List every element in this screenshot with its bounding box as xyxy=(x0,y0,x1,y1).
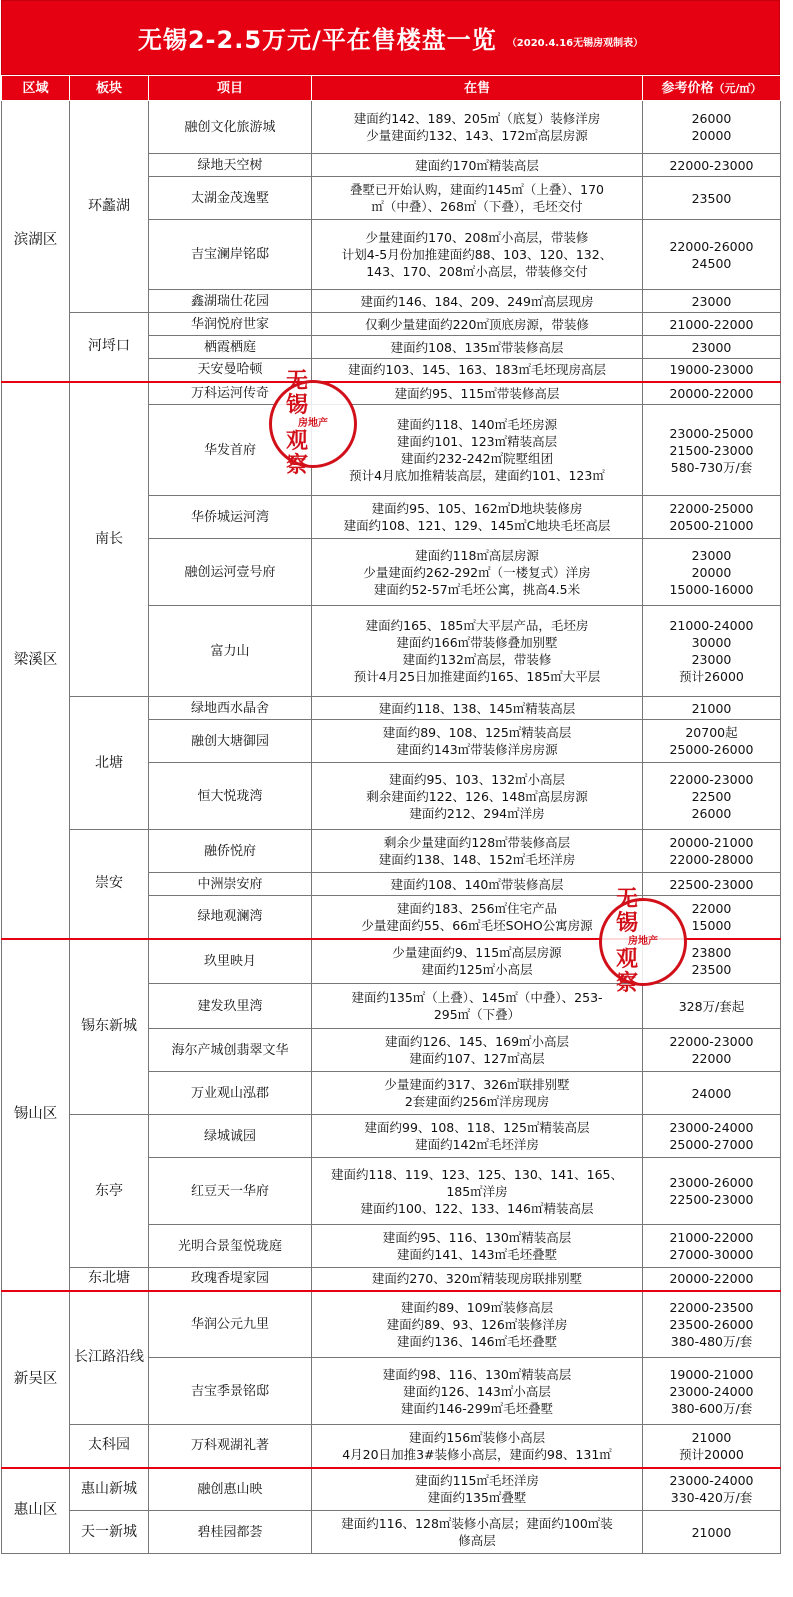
price-line: 21500-23000 xyxy=(669,442,754,458)
price-line: 22000-28000 xyxy=(669,852,754,867)
price-line: 23000 xyxy=(691,293,732,309)
price-line: 23000 xyxy=(691,652,732,667)
region-cell: 梁溪区 xyxy=(2,382,70,939)
sale-line: 少量建面约55、66㎡毛坯SOHO公寓房源 xyxy=(361,917,593,933)
project-cell: 太湖金茂逸墅 xyxy=(149,177,312,220)
price-line: 23000-25000 xyxy=(669,425,754,441)
price-line: 25000-26000 xyxy=(669,742,754,757)
price-cell xyxy=(643,1291,781,1358)
table-row xyxy=(2,1511,781,1554)
block-cell: 天一新城 xyxy=(70,1511,149,1554)
sale-cell xyxy=(312,1511,643,1554)
price-line: 22000 xyxy=(691,1051,732,1066)
sale-line: 预计4月底加推精装高层，建面约101、123㎡ xyxy=(349,468,605,483)
price-cell xyxy=(643,405,781,496)
price-line: 30000 xyxy=(691,635,732,650)
price-line: 20000-21000 xyxy=(669,835,754,850)
sale-line: 修高层 xyxy=(458,1533,496,1548)
price-line: 15000 xyxy=(691,917,732,933)
project-cell: 吉宝澜岸铭邸 xyxy=(149,220,312,290)
sale-cell xyxy=(312,539,643,606)
block-cell: 河埒口 xyxy=(70,313,149,382)
project-cell: 栖霞栖庭 xyxy=(149,336,312,359)
sale-cell xyxy=(312,1425,643,1468)
sale-line: 建面约165、185㎡大平层产品，毛坯房 xyxy=(365,618,589,633)
project-cell: 鑫湖瑞仕花园 xyxy=(149,290,312,313)
sale-line: 建面约143㎡带装修洋房房源 xyxy=(396,742,558,757)
price-cell xyxy=(643,1358,781,1425)
block-cell: 东亭 xyxy=(70,1115,149,1268)
sale-line: 建面约126、143㎡小高层 xyxy=(403,1383,551,1399)
price-cell xyxy=(643,539,781,606)
price-cell xyxy=(643,1425,781,1468)
header-block: 板块 xyxy=(70,76,149,101)
sale-line: 建面约52-57㎡毛坯公寓，挑高4.5米 xyxy=(373,581,581,597)
table-row xyxy=(2,830,781,873)
project-cell: 中洲崇安府 xyxy=(149,873,312,896)
sale-line: 295㎡（下叠） xyxy=(433,1007,521,1022)
sale-line: 建面约132㎡高层，带装修 xyxy=(402,652,552,667)
project-cell: 绿地西水晶舍 xyxy=(149,697,312,720)
price-line: 21000-22000 xyxy=(669,1230,754,1245)
price-cell xyxy=(643,1115,781,1158)
sale-line: 185㎡洋房 xyxy=(446,1183,508,1199)
price-line: 23800 xyxy=(691,945,732,961)
project-cell: 绿地天空树 xyxy=(149,154,312,177)
price-line: 22000-23000 xyxy=(669,157,754,173)
price-line: 22500-23000 xyxy=(669,876,754,892)
project-cell: 万科观湖礼著 xyxy=(149,1425,312,1468)
price-cell xyxy=(643,382,781,405)
price-cell xyxy=(643,1158,781,1225)
price-line: 24000 xyxy=(691,1085,732,1101)
table-row xyxy=(2,1291,781,1358)
project-cell: 绿地观澜湾 xyxy=(149,896,312,939)
price-cell xyxy=(643,359,781,382)
price-cell xyxy=(643,177,781,220)
block-cell: 环蠡湖 xyxy=(70,101,149,313)
block-cell: 太科园 xyxy=(70,1425,149,1468)
sale-line: 建面约126、145、169㎡小高层 xyxy=(384,1034,570,1049)
price-cell xyxy=(643,1029,781,1072)
price-cell xyxy=(643,830,781,873)
table-row xyxy=(2,697,781,720)
sale-cell xyxy=(312,313,643,336)
sale-cell xyxy=(312,830,643,873)
table-row xyxy=(2,313,781,336)
sale-cell xyxy=(312,101,643,154)
sale-line: 少量建面约132、143、172㎡高层房源 xyxy=(366,128,588,143)
sale-cell xyxy=(312,1158,643,1225)
sale-cell xyxy=(312,359,643,382)
price-line: 24500 xyxy=(691,255,732,271)
block-cell: 崇安 xyxy=(70,830,149,939)
block-cell: 锡东新城 xyxy=(70,939,149,1115)
price-line: 21000-24000 xyxy=(669,618,754,633)
region-cell: 新吴区 xyxy=(2,1291,70,1468)
price-line: 22000-25000 xyxy=(669,501,754,516)
sale-cell xyxy=(312,697,643,720)
price-line: 25000-27000 xyxy=(669,1137,754,1152)
sale-cell xyxy=(312,1358,643,1425)
header-project: 项目 xyxy=(149,76,312,101)
header-region: 区域 xyxy=(2,76,70,101)
price-line: 23500 xyxy=(691,962,732,978)
price-cell xyxy=(643,606,781,697)
price-line: 20700起 xyxy=(685,725,738,740)
header-price-label: 参考价格 xyxy=(661,80,714,96)
sale-line: 建面约100、122、133、146㎡精装高层 xyxy=(360,1200,594,1216)
project-cell: 玫瑰香堤家园 xyxy=(149,1268,312,1291)
sale-line: ㎡（中叠）、268㎡（下叠），毛坯交付 xyxy=(371,199,583,214)
price-line: 22500-23000 xyxy=(669,1192,754,1207)
watermark-stamp: 无锡 房地产 观察 xyxy=(599,898,687,986)
watermark-stamp: 无锡 房地产 观察 xyxy=(269,380,357,468)
price-line: 26000 xyxy=(691,805,732,821)
price-cell xyxy=(643,1225,781,1268)
price-line: 21000 xyxy=(691,700,732,716)
price-cell xyxy=(643,336,781,359)
sale-line: 建面约89、109㎡装修高层 xyxy=(400,1299,554,1315)
price-cell xyxy=(643,313,781,336)
table-body xyxy=(2,101,781,1554)
table-row xyxy=(2,1425,781,1468)
price-cell xyxy=(643,697,781,720)
project-cell: 玖里映月 xyxy=(149,939,312,984)
listing-table xyxy=(1,75,781,1554)
block-cell: 南长 xyxy=(70,382,149,697)
price-line: 22500 xyxy=(691,788,732,804)
sale-cell xyxy=(312,382,643,405)
price-cell xyxy=(643,1268,781,1291)
sale-line: 建面约118、140㎡毛坯房源 xyxy=(396,417,558,432)
sale-line: 建面约107、127㎡高层 xyxy=(409,1051,545,1066)
sale-cell xyxy=(312,896,643,939)
project-cell: 天安曼哈顿 xyxy=(149,359,312,382)
sale-cell xyxy=(312,873,643,896)
project-cell: 建发玖里湾 xyxy=(149,984,312,1029)
price-cell xyxy=(643,1072,781,1115)
sale-line: 预计4月25日加推建面约165、185㎡大平层 xyxy=(353,669,601,684)
table-row xyxy=(2,1268,781,1291)
price-line: 23500 xyxy=(691,190,732,206)
price-line: 22000 xyxy=(691,900,732,916)
sale-line: 建面约135㎡（上叠）、145㎡（中叠）、253- xyxy=(351,990,603,1005)
project-cell: 华发首府 xyxy=(149,405,312,496)
project-cell: 碧桂园都荟 xyxy=(149,1511,312,1554)
sale-cell xyxy=(312,606,643,697)
price-line: 23500-26000 xyxy=(669,1316,754,1332)
project-cell: 融创大塘御园 xyxy=(149,720,312,763)
title-bar xyxy=(1,0,780,75)
block-cell: 北塘 xyxy=(70,697,149,830)
sale-cell xyxy=(312,1468,643,1511)
sale-line: 剩余建面约122、126、148㎡高层房源 xyxy=(366,788,588,804)
sale-line: 143、170、208㎡小高层，带装修交付 xyxy=(366,264,588,279)
page-subtitle: （2020.4.16无锡房观制表） xyxy=(506,38,644,49)
price-line: 23000-24000 xyxy=(669,1473,754,1489)
page-title: 无锡2-2.5万元/平在售楼盘一览 xyxy=(137,26,497,54)
region-cell: 滨湖区 xyxy=(2,101,70,382)
block-cell: 长江路沿线 xyxy=(70,1291,149,1425)
sale-cell xyxy=(312,1225,643,1268)
sale-line: 建面约156㎡装修小高层 xyxy=(408,1429,546,1445)
sale-line: 建面约116、128㎡装修小高层；建面约100㎡装 xyxy=(341,1516,613,1531)
sale-line: 建面约232-242㎡院墅组团 xyxy=(400,451,554,466)
sale-line: 建面约142、189、205㎡（底复）装修洋房 xyxy=(353,111,601,126)
sale-line: 建面约138、148、152㎡毛坯洋房 xyxy=(378,852,576,867)
page xyxy=(1,0,780,1597)
price-line: 22000-23000 xyxy=(669,771,754,787)
sale-cell xyxy=(312,1115,643,1158)
sale-line: 建面约118㎡高层房源 xyxy=(415,547,539,563)
sale-line: 建面约108、135㎡带装修高层 xyxy=(390,339,564,355)
sale-line: 建面约89、93、126㎡装修洋房 xyxy=(386,1316,568,1332)
price-line: 预计20000 xyxy=(679,1446,744,1462)
sale-line: 建面约270、320㎡精装现房联排别墅 xyxy=(371,1271,583,1287)
sale-line: 建面约125㎡小高层 xyxy=(421,962,533,978)
sale-line: 建面约183、256㎡住宅产品 xyxy=(396,900,558,916)
table-row xyxy=(2,382,781,405)
sale-cell xyxy=(312,1029,643,1072)
sale-line: 建面约166㎡带装修叠加别墅 xyxy=(396,635,558,650)
sale-cell xyxy=(312,290,643,313)
price-line: 23000 xyxy=(691,339,732,355)
sale-line: 建面约146、184、209、249㎡高层现房 xyxy=(360,293,594,309)
price-line: 22000-26000 xyxy=(669,238,754,254)
price-cell xyxy=(643,1468,781,1511)
sale-cell xyxy=(312,220,643,290)
price-line: 580-730万/套 xyxy=(670,459,753,475)
project-cell: 万科运河传奇 xyxy=(149,382,312,405)
sale-cell xyxy=(312,405,643,496)
sale-line: 建面约170㎡精装高层 xyxy=(415,157,539,173)
project-cell: 华润公元九里 xyxy=(149,1291,312,1358)
sale-line: 建面约103、145、163、183㎡毛坯现房高层 xyxy=(348,362,606,378)
project-cell: 融创文化旅游城 xyxy=(149,101,312,154)
region-cell: 锡山区 xyxy=(2,939,70,1291)
sale-line: 计划4-5月份加推建面约88、103、120、132、 xyxy=(341,247,613,262)
sale-cell xyxy=(312,763,643,830)
price-line: 23000-26000 xyxy=(669,1175,754,1190)
price-line: 20000-22000 xyxy=(669,385,754,401)
project-cell: 融创惠山映 xyxy=(149,1468,312,1511)
price-line: 21000 xyxy=(691,1524,732,1540)
sale-line: 叠墅已开始认购，建面约145㎡（上叠）、170 xyxy=(350,182,604,197)
price-line: 380-480万/套 xyxy=(670,1333,753,1349)
table-header-row xyxy=(2,76,781,101)
sale-line: 建面约115㎡毛坯洋房 xyxy=(415,1473,539,1489)
block-cell: 东北塘 xyxy=(70,1268,149,1291)
sale-line: 剩余少量建面约128㎡带装修高层 xyxy=(383,835,571,850)
sale-cell xyxy=(312,1268,643,1291)
price-cell xyxy=(643,220,781,290)
project-cell: 华润悦府世家 xyxy=(149,313,312,336)
price-cell xyxy=(643,290,781,313)
price-line: 20000 xyxy=(691,564,732,580)
sale-cell xyxy=(312,496,643,539)
header-price xyxy=(643,76,781,101)
price-line: 27000-30000 xyxy=(669,1247,754,1262)
price-line: 22000-23500 xyxy=(669,1299,754,1315)
sale-line: 少量建面约262-292㎡（一楼复式）洋房 xyxy=(363,564,591,580)
price-cell xyxy=(643,496,781,539)
price-line: 328万/套起 xyxy=(678,998,745,1014)
project-cell: 光明合景玺悦珑庭 xyxy=(149,1225,312,1268)
sale-line: 建面约95、116、130㎡精装高层 xyxy=(382,1230,572,1245)
sale-line: 建面约108、121、129、145㎡C地块毛坯高层 xyxy=(343,518,611,533)
sale-line: 仅剩少量建面约220㎡顶底房源，带装修 xyxy=(365,316,589,332)
sale-line: 建面约118、138、145㎡精装高层 xyxy=(378,700,576,716)
price-line: 23000-24000 xyxy=(669,1120,754,1135)
project-cell: 万业观山泓郡 xyxy=(149,1072,312,1115)
price-line: 15000-16000 xyxy=(669,581,754,597)
sale-cell xyxy=(312,177,643,220)
price-line: 23000-24000 xyxy=(669,1383,754,1399)
price-line: 20000 xyxy=(691,128,732,143)
price-line: 21000-22000 xyxy=(669,316,754,332)
table-row xyxy=(2,1115,781,1158)
price-line: 380-600万/套 xyxy=(670,1400,753,1416)
sale-line: 建面约142㎡毛坯洋房 xyxy=(415,1137,539,1152)
sale-cell xyxy=(312,1291,643,1358)
project-cell: 红豆天一华府 xyxy=(149,1158,312,1225)
sale-line: 建面约99、108、118、125㎡精装高层 xyxy=(364,1120,590,1135)
sale-line: 少量建面约317、326㎡联排别墅 xyxy=(384,1077,570,1092)
sale-cell xyxy=(312,336,643,359)
price-line: 330-420万/套 xyxy=(670,1490,753,1506)
price-line: 19000-21000 xyxy=(669,1366,754,1382)
sale-line: 建面约98、116、130㎡精装高层 xyxy=(382,1366,572,1382)
sale-line: 建面约136、146㎡毛坯叠墅 xyxy=(396,1333,558,1349)
sale-line: 建面约212、294㎡洋房 xyxy=(409,805,545,821)
price-cell xyxy=(643,763,781,830)
project-cell: 融创运河壹号府 xyxy=(149,539,312,606)
price-line: 22000-23000 xyxy=(669,1034,754,1049)
project-cell: 富力山 xyxy=(149,606,312,697)
sale-line: 建面约95、105、162㎡D地块装修房 xyxy=(371,501,583,516)
sale-cell xyxy=(312,720,643,763)
block-cell: 惠山新城 xyxy=(70,1468,149,1511)
table-row xyxy=(2,1468,781,1511)
sale-line: 建面约95、103、132㎡小高层 xyxy=(388,771,566,787)
sale-line: 建面约141、143㎡毛坯叠墅 xyxy=(396,1247,558,1262)
sale-line: 少量建面约170、208㎡小高层，带装修 xyxy=(365,230,589,245)
project-cell: 融侨悦府 xyxy=(149,830,312,873)
sale-cell xyxy=(312,154,643,177)
price-line: 预计26000 xyxy=(679,669,744,684)
sale-line: 建面约146-299㎡毛坯叠墅 xyxy=(400,1400,554,1416)
price-line: 19000-23000 xyxy=(669,362,754,378)
sale-cell xyxy=(312,984,643,1029)
project-cell: 华侨城运河湾 xyxy=(149,496,312,539)
project-cell: 吉宝季景铭邸 xyxy=(149,1358,312,1425)
sale-line: 建面约89、108、125㎡精装高层 xyxy=(382,725,572,740)
header-price-unit: （元/㎡） xyxy=(713,81,762,95)
project-cell: 恒大悦珑湾 xyxy=(149,763,312,830)
table-row xyxy=(2,101,781,154)
price-line: 26000 xyxy=(691,111,732,126)
project-cell: 海尔产城创翡翠文华 xyxy=(149,1029,312,1072)
sale-line: 建面约135㎡叠墅 xyxy=(427,1490,527,1506)
price-cell xyxy=(643,720,781,763)
header-sale: 在售 xyxy=(312,76,643,101)
price-cell xyxy=(643,154,781,177)
price-line: 20500-21000 xyxy=(669,518,754,533)
region-cell: 惠山区 xyxy=(2,1468,70,1554)
price-line: 23000 xyxy=(691,547,732,563)
sale-line: 4月20日加推3#装修小高层，建面约98、131㎡ xyxy=(342,1446,612,1462)
sale-line: 少量建面约9、115㎡高层房源 xyxy=(392,945,562,961)
price-line: 21000 xyxy=(691,1429,732,1445)
price-cell xyxy=(643,101,781,154)
sale-cell xyxy=(312,1072,643,1115)
price-line: 20000-22000 xyxy=(669,1271,754,1287)
project-cell: 绿城诚园 xyxy=(149,1115,312,1158)
price-cell xyxy=(643,1511,781,1554)
sale-line: 建面约95、115㎡带装修高层 xyxy=(394,385,560,401)
sale-cell xyxy=(312,939,643,984)
sale-line: 建面约108、140㎡带装修高层 xyxy=(390,876,564,892)
sale-line: 建面约101、123㎡精装高层 xyxy=(396,434,558,449)
sale-line: 建面约118、119、123、125、130、141、165、 xyxy=(330,1166,623,1182)
sale-line: 2套建面约256㎡洋房现房 xyxy=(404,1094,550,1109)
